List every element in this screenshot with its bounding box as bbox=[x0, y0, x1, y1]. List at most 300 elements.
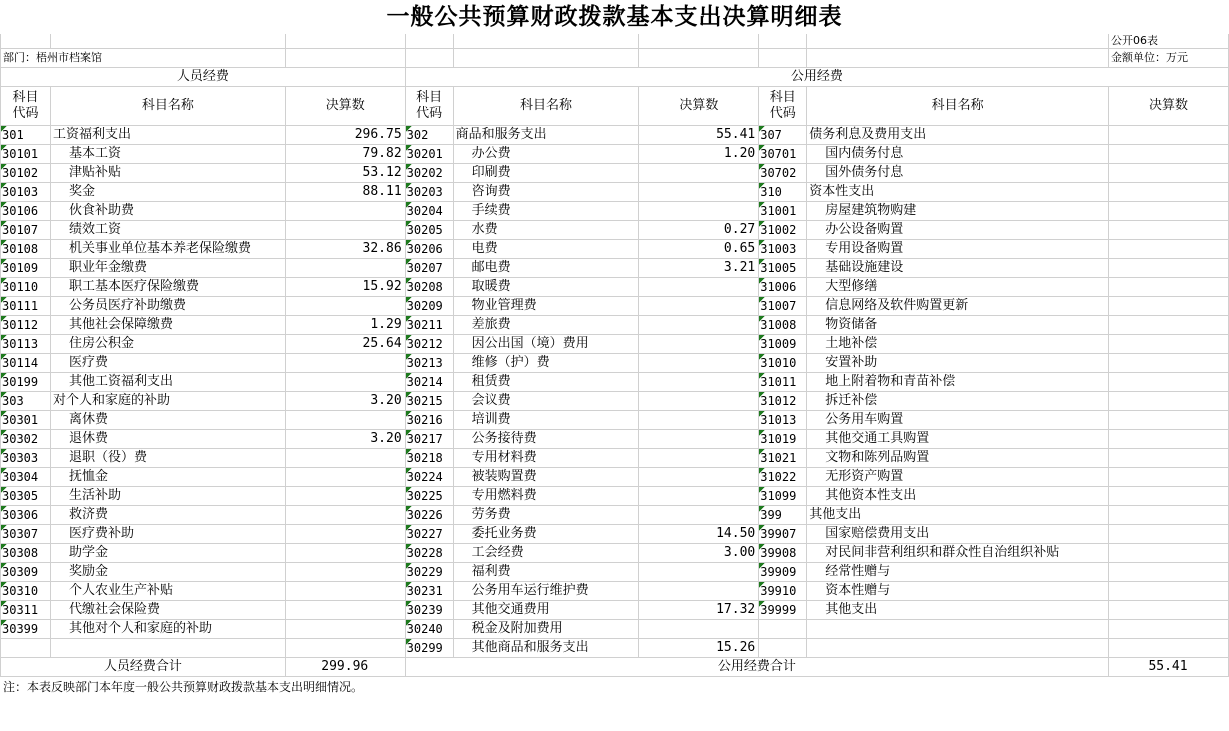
capital-amount-cell[interactable] bbox=[1109, 430, 1229, 449]
personnel-amount-cell[interactable] bbox=[285, 525, 405, 544]
personnel-name-cell[interactable]: 工资福利支出 bbox=[50, 126, 285, 145]
capital-name-cell[interactable]: 信息网络及软件购置更新 bbox=[807, 297, 1109, 316]
goods-name-cell[interactable]: 其他商品和服务支出 bbox=[453, 639, 639, 658]
goods-name-cell[interactable]: 公务用车运行维护费 bbox=[453, 582, 639, 601]
capital-code-cell[interactable]: 31012 bbox=[759, 392, 807, 411]
capital-name-cell[interactable]: 安置补助 bbox=[807, 354, 1109, 373]
goods-name-cell[interactable]: 专用材料费 bbox=[453, 449, 639, 468]
capital-code-cell[interactable]: 31008 bbox=[759, 316, 807, 335]
personnel-name-cell[interactable]: 机关事业单位基本养老保险缴费 bbox=[50, 240, 285, 259]
capital-code-cell[interactable]: 31003 bbox=[759, 240, 807, 259]
personnel-name-cell[interactable]: 退休费 bbox=[50, 430, 285, 449]
personnel-amount-cell[interactable]: 88.11 bbox=[285, 183, 405, 202]
personnel-name-cell[interactable]: 医疗费 bbox=[50, 354, 285, 373]
capital-code-cell[interactable]: 39909 bbox=[759, 563, 807, 582]
personnel-amount-cell[interactable]: 25.64 bbox=[285, 335, 405, 354]
personnel-name-cell[interactable]: 医疗费补助 bbox=[50, 525, 285, 544]
personnel-name-cell[interactable]: 住房公积金 bbox=[50, 335, 285, 354]
personnel-amount-cell[interactable] bbox=[285, 411, 405, 430]
personnel-amount-cell[interactable] bbox=[285, 487, 405, 506]
capital-name-cell[interactable]: 大型修缮 bbox=[807, 278, 1109, 297]
personnel-amount-cell[interactable] bbox=[285, 202, 405, 221]
personnel-code-cell[interactable] bbox=[1, 639, 51, 658]
goods-name-cell[interactable]: 劳务费 bbox=[453, 506, 639, 525]
goods-code-cell[interactable]: 30207 bbox=[405, 259, 453, 278]
capital-name-cell[interactable]: 其他资本性支出 bbox=[807, 487, 1109, 506]
goods-code-cell[interactable]: 30209 bbox=[405, 297, 453, 316]
goods-amount-cell[interactable] bbox=[639, 620, 759, 639]
capital-code-cell[interactable]: 39908 bbox=[759, 544, 807, 563]
goods-amount-cell[interactable]: 1.20 bbox=[639, 145, 759, 164]
goods-amount-cell[interactable] bbox=[639, 278, 759, 297]
table-row bbox=[1, 506, 1229, 525]
goods-name-cell[interactable]: 其他交通费用 bbox=[453, 601, 639, 620]
capital-code-cell[interactable]: 31021 bbox=[759, 449, 807, 468]
goods-code-cell[interactable]: 30227 bbox=[405, 525, 453, 544]
personnel-amount-cell[interactable]: 3.20 bbox=[285, 430, 405, 449]
goods-amount-cell[interactable] bbox=[639, 202, 759, 221]
goods-amount-cell[interactable] bbox=[639, 373, 759, 392]
capital-name-cell[interactable]: 其他支出 bbox=[807, 506, 1109, 525]
personnel-code-cell[interactable]: 30112 bbox=[1, 316, 51, 335]
personnel-name-cell[interactable]: 抚恤金 bbox=[50, 468, 285, 487]
unit-label: 金额单位：万元 bbox=[1109, 49, 1229, 68]
goods-amount-cell[interactable]: 55.41 bbox=[639, 126, 759, 145]
personnel-code-cell[interactable]: 30101 bbox=[1, 145, 51, 164]
capital-name-cell[interactable]: 物资储备 bbox=[807, 316, 1109, 335]
personnel-amount-cell[interactable]: 1.29 bbox=[285, 316, 405, 335]
personnel-amount-cell[interactable] bbox=[285, 544, 405, 563]
personnel-name-cell[interactable]: 救济费 bbox=[50, 506, 285, 525]
personnel-name-cell[interactable]: 职工基本医疗保险缴费 bbox=[50, 278, 285, 297]
personnel-amount-cell[interactable] bbox=[285, 449, 405, 468]
personnel-amount-cell[interactable]: 15.92 bbox=[285, 278, 405, 297]
goods-name-cell[interactable]: 公务接待费 bbox=[453, 430, 639, 449]
capital-name-cell[interactable]: 专用设备购置 bbox=[807, 240, 1109, 259]
capital-name-cell[interactable]: 其他支出 bbox=[807, 601, 1109, 620]
personnel-code-cell[interactable]: 303 bbox=[1, 392, 51, 411]
capital-amount-cell[interactable] bbox=[1109, 183, 1229, 202]
personnel-code-cell[interactable]: 30399 bbox=[1, 620, 51, 639]
goods-code-cell[interactable]: 30240 bbox=[405, 620, 453, 639]
capital-name-cell[interactable]: 经常性赠与 bbox=[807, 563, 1109, 582]
table-row bbox=[1, 297, 1229, 316]
capital-amount-cell[interactable] bbox=[1109, 468, 1229, 487]
goods-name-cell[interactable]: 租赁费 bbox=[453, 373, 639, 392]
capital-amount-cell[interactable] bbox=[1109, 202, 1229, 221]
personnel-name-cell[interactable]: 对个人和家庭的补助 bbox=[50, 392, 285, 411]
capital-code-cell[interactable]: 31001 bbox=[759, 202, 807, 221]
personnel-amount-cell[interactable] bbox=[285, 639, 405, 658]
personnel-amount-cell[interactable] bbox=[285, 582, 405, 601]
public-group-header: 公用经费 bbox=[405, 68, 1228, 87]
goods-name-cell[interactable]: 会议费 bbox=[453, 392, 639, 411]
personnel-code-cell[interactable]: 30108 bbox=[1, 240, 51, 259]
capital-amount-cell[interactable] bbox=[1109, 164, 1229, 183]
personnel-name-cell[interactable]: 个人农业生产补贴 bbox=[50, 582, 285, 601]
table-row bbox=[1, 525, 1229, 544]
goods-code-cell[interactable]: 302 bbox=[405, 126, 453, 145]
capital-amount-cell[interactable] bbox=[1109, 297, 1229, 316]
personnel-code-cell[interactable]: 30303 bbox=[1, 449, 51, 468]
capital-code-cell[interactable]: 31005 bbox=[759, 259, 807, 278]
table-row bbox=[1, 126, 1229, 145]
table-row bbox=[1, 145, 1229, 164]
goods-name-cell[interactable]: 商品和服务支出 bbox=[453, 126, 639, 145]
capital-amount-cell[interactable] bbox=[1109, 582, 1229, 601]
goods-name-cell[interactable]: 税金及附加费用 bbox=[453, 620, 639, 639]
personnel-amount-cell[interactable] bbox=[285, 620, 405, 639]
goods-name-cell[interactable]: 水费 bbox=[453, 221, 639, 240]
department-label: 部门：梧州市档案馆 bbox=[1, 49, 286, 68]
table-row bbox=[1, 259, 1229, 278]
goods-code-cell[interactable]: 30213 bbox=[405, 354, 453, 373]
goods-code-cell[interactable]: 30205 bbox=[405, 221, 453, 240]
capital-name-cell[interactable]: 公务用车购置 bbox=[807, 411, 1109, 430]
goods-code-cell[interactable]: 30229 bbox=[405, 563, 453, 582]
capital-name-cell[interactable]: 国家赔偿费用支出 bbox=[807, 525, 1109, 544]
capital-code-cell[interactable]: 39910 bbox=[759, 582, 807, 601]
personnel-amount-cell[interactable] bbox=[285, 297, 405, 316]
code-header-line1: 科目 bbox=[12, 90, 39, 105]
table-row bbox=[1, 183, 1229, 202]
capital-amount-cell[interactable] bbox=[1109, 335, 1229, 354]
personnel-code-cell[interactable]: 30113 bbox=[1, 335, 51, 354]
table-row bbox=[1, 392, 1229, 411]
goods-code-cell[interactable]: 30228 bbox=[405, 544, 453, 563]
personnel-amount-cell[interactable]: 53.12 bbox=[285, 164, 405, 183]
capital-name-cell[interactable] bbox=[807, 620, 1109, 639]
column-header-name: 科目名称 bbox=[807, 87, 1109, 126]
goods-amount-cell[interactable] bbox=[639, 582, 759, 601]
capital-amount-cell[interactable] bbox=[1109, 563, 1229, 582]
capital-name-cell[interactable]: 国内债务付息 bbox=[807, 145, 1109, 164]
footnote: 注：本表反映部门本年度一般公共预算财政拨款基本支出明细情况。 bbox=[1, 677, 1229, 698]
code-header-line2: 代码 bbox=[416, 106, 443, 121]
capital-code-cell[interactable]: 31009 bbox=[759, 335, 807, 354]
personnel-code-cell[interactable]: 30311 bbox=[1, 601, 51, 620]
personnel-total-amount[interactable]: 299.96 bbox=[285, 658, 405, 677]
public-total-amount[interactable]: 55.41 bbox=[1109, 658, 1229, 677]
capital-name-cell[interactable]: 地上附着物和青苗补偿 bbox=[807, 373, 1109, 392]
capital-amount-cell[interactable] bbox=[1109, 411, 1229, 430]
capital-code-cell[interactable]: 39907 bbox=[759, 525, 807, 544]
goods-code-cell[interactable]: 30215 bbox=[405, 392, 453, 411]
personnel-name-cell[interactable]: 职业年金缴费 bbox=[50, 259, 285, 278]
goods-code-cell[interactable]: 30225 bbox=[405, 487, 453, 506]
goods-code-cell[interactable]: 30218 bbox=[405, 449, 453, 468]
personnel-group-header: 人员经费 bbox=[1, 68, 406, 87]
goods-amount-cell[interactable] bbox=[639, 411, 759, 430]
capital-name-cell[interactable]: 债务利息及费用支出 bbox=[807, 126, 1109, 145]
personnel-amount-cell[interactable] bbox=[285, 601, 405, 620]
goods-amount-cell[interactable] bbox=[639, 392, 759, 411]
goods-amount-cell[interactable] bbox=[639, 563, 759, 582]
column-header-name: 科目名称 bbox=[453, 87, 639, 126]
capital-amount-cell[interactable] bbox=[1109, 145, 1229, 164]
personnel-code-cell[interactable]: 30306 bbox=[1, 506, 51, 525]
goods-name-cell[interactable]: 工会经费 bbox=[453, 544, 639, 563]
table-number: 公开06表 bbox=[1109, 34, 1229, 49]
personnel-amount-cell[interactable] bbox=[285, 506, 405, 525]
table-row bbox=[1, 202, 1229, 221]
personnel-code-cell[interactable]: 30304 bbox=[1, 468, 51, 487]
capital-name-cell[interactable]: 资本性支出 bbox=[807, 183, 1109, 202]
goods-amount-cell[interactable] bbox=[639, 297, 759, 316]
capital-name-cell[interactable]: 基础设施建设 bbox=[807, 259, 1109, 278]
table-row bbox=[1, 430, 1229, 449]
goods-code-cell[interactable]: 30216 bbox=[405, 411, 453, 430]
table-row bbox=[1, 373, 1229, 392]
personnel-name-cell[interactable]: 公务员医疗补助缴费 bbox=[50, 297, 285, 316]
goods-name-cell[interactable]: 手续费 bbox=[453, 202, 639, 221]
capital-code-cell[interactable]: 31002 bbox=[759, 221, 807, 240]
goods-amount-cell[interactable]: 3.00 bbox=[639, 544, 759, 563]
personnel-code-cell[interactable]: 30109 bbox=[1, 259, 51, 278]
personnel-name-cell[interactable]: 离休费 bbox=[50, 411, 285, 430]
capital-code-cell[interactable]: 31011 bbox=[759, 373, 807, 392]
personnel-code-cell[interactable]: 30114 bbox=[1, 354, 51, 373]
personnel-name-cell[interactable] bbox=[50, 639, 285, 658]
goods-code-cell[interactable]: 30214 bbox=[405, 373, 453, 392]
goods-name-cell[interactable]: 邮电费 bbox=[453, 259, 639, 278]
table-row bbox=[1, 335, 1229, 354]
goods-name-cell[interactable]: 电费 bbox=[453, 240, 639, 259]
column-header-code bbox=[1, 87, 51, 126]
personnel-name-cell[interactable]: 伙食补助费 bbox=[50, 202, 285, 221]
capital-amount-cell[interactable] bbox=[1109, 240, 1229, 259]
goods-name-cell[interactable]: 办公费 bbox=[453, 145, 639, 164]
table-row bbox=[1, 544, 1229, 563]
table-row bbox=[1, 468, 1229, 487]
goods-code-cell[interactable]: 30217 bbox=[405, 430, 453, 449]
capital-name-cell[interactable]: 对民间非营利组织和群众性自治组织补贴 bbox=[807, 544, 1109, 563]
capital-amount-cell[interactable] bbox=[1109, 126, 1229, 145]
goods-code-cell[interactable]: 30203 bbox=[405, 183, 453, 202]
capital-code-cell[interactable]: 31022 bbox=[759, 468, 807, 487]
capital-name-cell[interactable]: 国外债务付息 bbox=[807, 164, 1109, 183]
capital-amount-cell[interactable] bbox=[1109, 525, 1229, 544]
capital-amount-cell[interactable] bbox=[1109, 354, 1229, 373]
code-header-line2: 代码 bbox=[769, 106, 796, 121]
goods-amount-cell[interactable] bbox=[639, 164, 759, 183]
capital-name-cell[interactable] bbox=[807, 639, 1109, 658]
capital-amount-cell[interactable] bbox=[1109, 601, 1229, 620]
public-total-label: 公用经费合计 bbox=[405, 658, 1108, 677]
goods-name-cell[interactable]: 差旅费 bbox=[453, 316, 639, 335]
personnel-name-cell[interactable]: 其他对个人和家庭的补助 bbox=[50, 620, 285, 639]
goods-amount-cell[interactable] bbox=[639, 430, 759, 449]
personnel-amount-cell[interactable]: 3.20 bbox=[285, 392, 405, 411]
personnel-name-cell[interactable]: 生活补助 bbox=[50, 487, 285, 506]
personnel-amount-cell[interactable] bbox=[285, 354, 405, 373]
goods-name-cell[interactable]: 培训费 bbox=[453, 411, 639, 430]
capital-amount-cell[interactable] bbox=[1109, 487, 1229, 506]
capital-amount-cell[interactable] bbox=[1109, 259, 1229, 278]
personnel-code-cell[interactable]: 30103 bbox=[1, 183, 51, 202]
personnel-code-cell[interactable]: 30309 bbox=[1, 563, 51, 582]
goods-name-cell[interactable]: 委托业务费 bbox=[453, 525, 639, 544]
goods-amount-cell[interactable]: 3.21 bbox=[639, 259, 759, 278]
capital-code-cell[interactable]: 31010 bbox=[759, 354, 807, 373]
personnel-code-cell[interactable]: 30102 bbox=[1, 164, 51, 183]
personnel-name-cell[interactable]: 其他社会保障缴费 bbox=[50, 316, 285, 335]
capital-amount-cell[interactable] bbox=[1109, 373, 1229, 392]
capital-code-cell[interactable]: 30701 bbox=[759, 145, 807, 164]
capital-code-cell[interactable] bbox=[759, 620, 807, 639]
table-row bbox=[1, 487, 1229, 506]
personnel-amount-cell[interactable]: 32.86 bbox=[285, 240, 405, 259]
goods-name-cell[interactable]: 物业管理费 bbox=[453, 297, 639, 316]
table-row bbox=[1, 601, 1229, 620]
goods-amount-cell[interactable] bbox=[639, 468, 759, 487]
personnel-code-cell[interactable]: 30111 bbox=[1, 297, 51, 316]
personnel-code-cell[interactable]: 30302 bbox=[1, 430, 51, 449]
goods-code-cell[interactable]: 30211 bbox=[405, 316, 453, 335]
goods-code-cell[interactable]: 30299 bbox=[405, 639, 453, 658]
capital-code-cell[interactable]: 31019 bbox=[759, 430, 807, 449]
goods-amount-cell[interactable] bbox=[639, 316, 759, 335]
column-header-amount: 决算数 bbox=[639, 87, 759, 126]
goods-name-cell[interactable]: 专用燃料费 bbox=[453, 487, 639, 506]
goods-code-cell[interactable]: 30212 bbox=[405, 335, 453, 354]
table-row bbox=[1, 164, 1229, 183]
personnel-amount-cell[interactable]: 79.82 bbox=[285, 145, 405, 164]
goods-amount-cell[interactable]: 0.27 bbox=[639, 221, 759, 240]
table-row bbox=[1, 354, 1229, 373]
personnel-name-cell[interactable]: 助学金 bbox=[50, 544, 285, 563]
goods-name-cell[interactable]: 咨询费 bbox=[453, 183, 639, 202]
goods-amount-cell[interactable] bbox=[639, 354, 759, 373]
goods-name-cell[interactable]: 维修（护）费 bbox=[453, 354, 639, 373]
capital-name-cell[interactable]: 资本性赠与 bbox=[807, 582, 1109, 601]
goods-code-cell[interactable]: 30208 bbox=[405, 278, 453, 297]
personnel-name-cell[interactable]: 基本工资 bbox=[50, 145, 285, 164]
personnel-name-cell[interactable]: 退职（役）费 bbox=[50, 449, 285, 468]
goods-amount-cell[interactable] bbox=[639, 449, 759, 468]
goods-name-cell[interactable]: 印刷费 bbox=[453, 164, 639, 183]
column-header-code bbox=[405, 87, 453, 126]
capital-code-cell[interactable]: 307 bbox=[759, 126, 807, 145]
personnel-code-cell[interactable]: 30107 bbox=[1, 221, 51, 240]
goods-code-cell[interactable]: 30226 bbox=[405, 506, 453, 525]
code-header-line2: 代码 bbox=[12, 106, 39, 121]
capital-name-cell[interactable]: 拆迁补偿 bbox=[807, 392, 1109, 411]
goods-code-cell[interactable]: 30224 bbox=[405, 468, 453, 487]
capital-name-cell[interactable]: 无形资产购置 bbox=[807, 468, 1109, 487]
goods-name-cell[interactable]: 被装购置费 bbox=[453, 468, 639, 487]
goods-name-cell[interactable]: 福利费 bbox=[453, 563, 639, 582]
totals-row bbox=[1, 658, 1229, 677]
personnel-code-cell[interactable]: 30307 bbox=[1, 525, 51, 544]
personnel-code-cell[interactable]: 301 bbox=[1, 126, 51, 145]
goods-amount-cell[interactable] bbox=[639, 335, 759, 354]
personnel-name-cell[interactable]: 代缴社会保险费 bbox=[50, 601, 285, 620]
table-row bbox=[1, 639, 1229, 658]
capital-amount-cell[interactable] bbox=[1109, 221, 1229, 240]
code-header-line1: 科目 bbox=[769, 90, 796, 105]
personnel-amount-cell[interactable] bbox=[285, 468, 405, 487]
goods-code-cell[interactable]: 30202 bbox=[405, 164, 453, 183]
personnel-amount-cell[interactable] bbox=[285, 373, 405, 392]
personnel-code-cell[interactable]: 30310 bbox=[1, 582, 51, 601]
goods-amount-cell[interactable]: 0.65 bbox=[639, 240, 759, 259]
capital-code-cell[interactable]: 39999 bbox=[759, 601, 807, 620]
goods-name-cell[interactable]: 因公出国（境）费用 bbox=[453, 335, 639, 354]
capital-code-cell[interactable]: 30702 bbox=[759, 164, 807, 183]
capital-code-cell[interactable]: 399 bbox=[759, 506, 807, 525]
table-row bbox=[1, 411, 1229, 430]
goods-amount-cell[interactable] bbox=[639, 506, 759, 525]
table-row bbox=[1, 449, 1229, 468]
personnel-amount-cell[interactable] bbox=[285, 259, 405, 278]
column-header-amount: 决算数 bbox=[285, 87, 405, 126]
capital-name-cell[interactable]: 房屋建筑物购建 bbox=[807, 202, 1109, 221]
goods-code-cell[interactable]: 30206 bbox=[405, 240, 453, 259]
personnel-code-cell[interactable]: 30308 bbox=[1, 544, 51, 563]
capital-code-cell[interactable]: 31099 bbox=[759, 487, 807, 506]
goods-code-cell[interactable]: 30239 bbox=[405, 601, 453, 620]
capital-code-cell[interactable]: 31013 bbox=[759, 411, 807, 430]
personnel-amount-cell[interactable]: 296.75 bbox=[285, 126, 405, 145]
capital-name-cell[interactable]: 办公设备购置 bbox=[807, 221, 1109, 240]
personnel-code-cell[interactable]: 30199 bbox=[1, 373, 51, 392]
column-header-amount: 决算数 bbox=[1109, 87, 1229, 126]
goods-amount-cell[interactable]: 17.32 bbox=[639, 601, 759, 620]
goods-code-cell[interactable]: 30204 bbox=[405, 202, 453, 221]
personnel-name-cell[interactable]: 奖励金 bbox=[50, 563, 285, 582]
goods-amount-cell[interactable]: 15.26 bbox=[639, 639, 759, 658]
capital-name-cell[interactable]: 文物和陈列品购置 bbox=[807, 449, 1109, 468]
personnel-amount-cell[interactable] bbox=[285, 563, 405, 582]
personnel-amount-cell[interactable] bbox=[285, 221, 405, 240]
goods-code-cell[interactable]: 30201 bbox=[405, 145, 453, 164]
goods-amount-cell[interactable] bbox=[639, 487, 759, 506]
personnel-code-cell[interactable]: 30110 bbox=[1, 278, 51, 297]
capital-amount-cell[interactable] bbox=[1109, 506, 1229, 525]
table-row bbox=[1, 240, 1229, 259]
table-row bbox=[1, 221, 1229, 240]
table-row bbox=[1, 278, 1229, 297]
personnel-code-cell[interactable]: 30301 bbox=[1, 411, 51, 430]
capital-amount-cell[interactable] bbox=[1109, 639, 1229, 658]
goods-amount-cell[interactable]: 14.50 bbox=[639, 525, 759, 544]
capital-amount-cell[interactable] bbox=[1109, 278, 1229, 297]
capital-code-cell[interactable]: 31007 bbox=[759, 297, 807, 316]
table-row bbox=[1, 563, 1229, 582]
capital-amount-cell[interactable] bbox=[1109, 392, 1229, 411]
capital-amount-cell[interactable] bbox=[1109, 620, 1229, 639]
personnel-name-cell[interactable]: 奖金 bbox=[50, 183, 285, 202]
personnel-name-cell[interactable]: 其他工资福利支出 bbox=[50, 373, 285, 392]
capital-amount-cell[interactable] bbox=[1109, 449, 1229, 468]
goods-code-cell[interactable]: 30231 bbox=[405, 582, 453, 601]
personnel-code-cell[interactable]: 30106 bbox=[1, 202, 51, 221]
capital-amount-cell[interactable] bbox=[1109, 544, 1229, 563]
personnel-code-cell[interactable]: 30305 bbox=[1, 487, 51, 506]
personnel-name-cell[interactable]: 津贴补贴 bbox=[50, 164, 285, 183]
capital-code-cell[interactable]: 31006 bbox=[759, 278, 807, 297]
capital-code-cell[interactable] bbox=[759, 639, 807, 658]
capital-code-cell[interactable]: 310 bbox=[759, 183, 807, 202]
capital-amount-cell[interactable] bbox=[1109, 316, 1229, 335]
goods-amount-cell[interactable] bbox=[639, 183, 759, 202]
goods-name-cell[interactable]: 取暖费 bbox=[453, 278, 639, 297]
capital-name-cell[interactable]: 土地补偿 bbox=[807, 335, 1109, 354]
personnel-total-label: 人员经费合计 bbox=[1, 658, 286, 677]
capital-name-cell[interactable]: 其他交通工具购置 bbox=[807, 430, 1109, 449]
personnel-name-cell[interactable]: 绩效工资 bbox=[50, 221, 285, 240]
